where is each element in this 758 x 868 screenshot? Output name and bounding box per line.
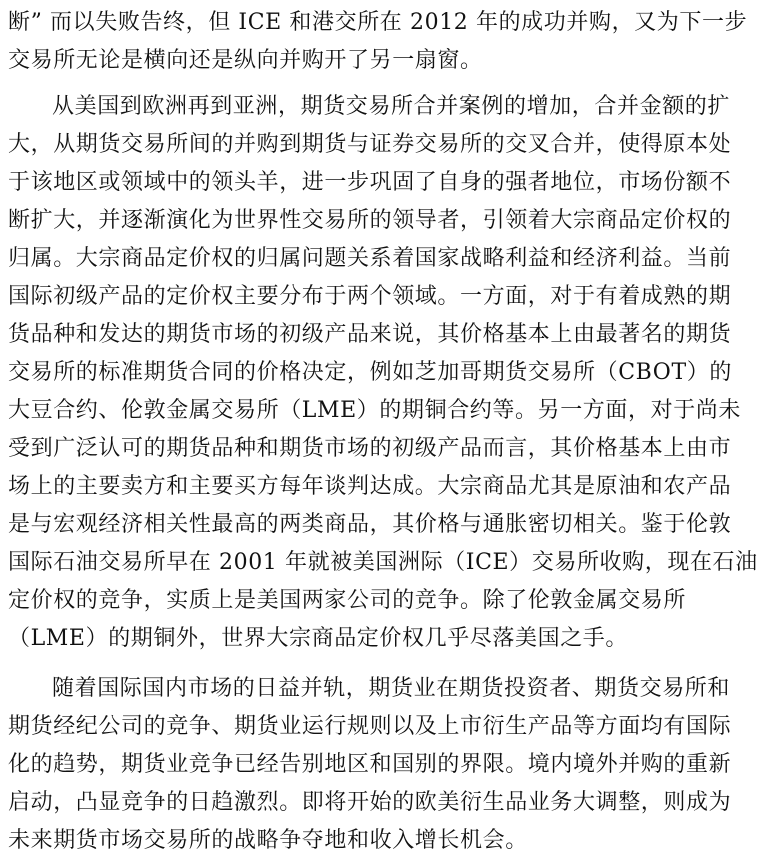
text-line: 未来期货市场交易所的战略争夺地和收入增长机会。 <box>8 828 528 853</box>
text-line: 归属。大宗商品定价权的归属问题关系着国家战略利益和经济利益。当前 <box>8 246 732 271</box>
text-line: 于该地区或领域中的领头羊，进一步巩固了自身的强者地位，市场份额不 <box>8 170 732 195</box>
text-line: （LME）的期铜外，世界大宗商品定价权几乎尽落美国之手。 <box>8 626 628 651</box>
text-line: 受到广泛认可的期货品种和期货市场的初级产品而言，其价格基本上由市 <box>8 436 732 461</box>
text-line: 大，从期货交易所间的并购到期货与证券交易所的交叉合并，使得原本处 <box>8 132 732 157</box>
text-line: 启动，凸显竞争的日趋激烈。即将开始的欧美衍生品业务大调整，则成为 <box>8 790 732 815</box>
text-line: 大豆合约、伦敦金属交易所（LME）的期铜合约等。另一方面，对于尚未 <box>8 398 741 423</box>
text-line: 国际初级产品的定价权主要分布于两个领域。一方面，对于有着成熟的期 <box>8 284 732 309</box>
text-line: 场上的主要卖方和主要买方每年谈判达成。大宗商品尤其是原油和农产品 <box>8 474 732 499</box>
paragraph-first-line: 随着国际国内市场的日益并轨，期货业在期货投资者、期货交易所和 <box>52 676 731 701</box>
text-line: 国际石油交易所早在 2001 年就被美国洲际（ICE）交易所收购，现在石油 <box>8 550 758 575</box>
text-line: 定价权的竞争，实质上是美国两家公司的竞争。除了伦敦金属交易所 <box>8 588 687 613</box>
text-line: 交易所的标准期货合同的价格决定，例如芝加哥期货交易所（CBOT）的 <box>8 360 732 385</box>
text-line: 断扩大，并逐渐演化为世界性交易所的领导者，引领着大宗商品定价权的 <box>8 208 732 233</box>
paragraph-first-line: 从美国到欧洲再到亚洲，期货交易所合并案例的增加，合并金额的扩 <box>52 94 731 119</box>
text-line: 期货经纪公司的竞争、期货业运行规则以及上市衍生产品等方面均有国际 <box>8 714 732 739</box>
text-line: 货品种和发达的期货市场的初级产品来说，其价格基本上由最著名的期货 <box>8 322 732 347</box>
text-line: 交易所无论是横向还是纵向并购开了另一扇窗。 <box>8 48 483 73</box>
text-line: 化的趋势，期货业竞争已经告别地区和国别的界限。境内境外并购的重新 <box>8 752 732 777</box>
text-line: 断” 而以失败告终，但 ICE 和港交所在 2012 年的成功并购，又为下一步 <box>8 10 748 35</box>
text-line: 是与宏观经济相关性最高的两类商品，其价格与通胀密切相关。鉴于伦敦 <box>8 512 732 537</box>
